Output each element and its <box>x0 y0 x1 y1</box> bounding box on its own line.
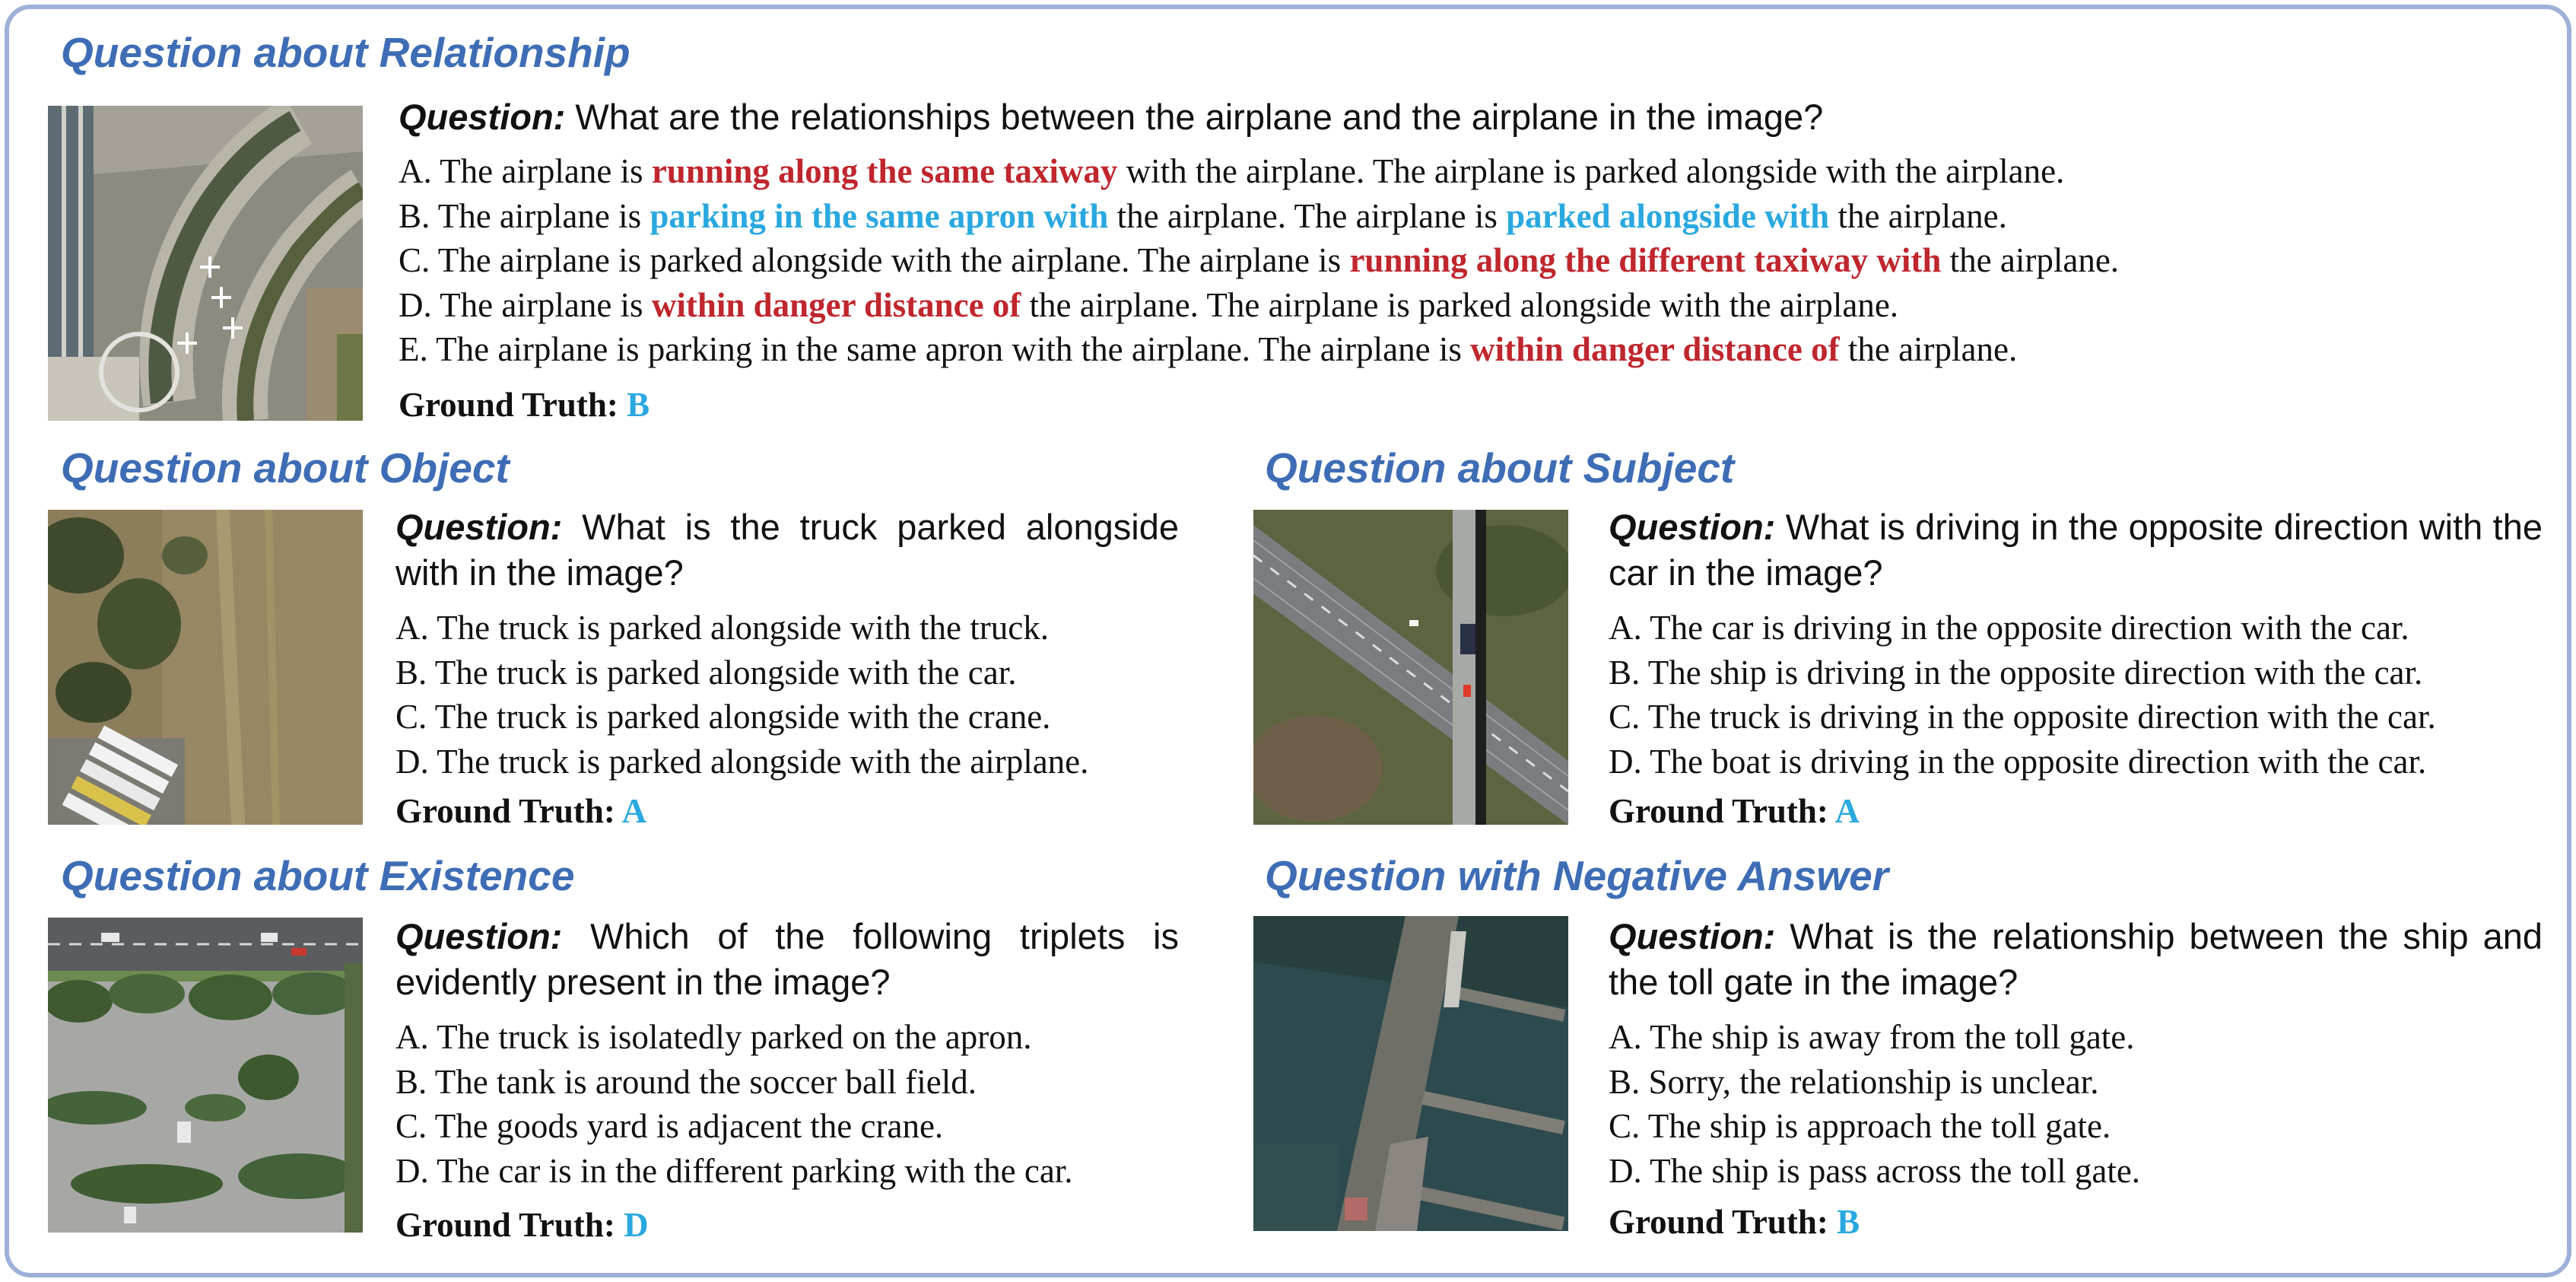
option-d-text-2: the airplane. The airplane is parked alongside with the airplane. <box>1021 285 1899 324</box>
option-e-text-1: E. The airplane is parking in the same apron with the airplane. The airplane is <box>399 330 1471 368</box>
option-b-text-3: the airplane. <box>1829 196 2007 235</box>
section-title-relationship: Question about Relationship <box>61 29 631 76</box>
option-c: C. The ship is approach the toll gate. <box>1609 1107 2111 1145</box>
option-c: C. The truck is driving in the opposite direction with the car. <box>1609 698 2436 736</box>
ground-truth-label: Ground Truth: <box>395 792 615 830</box>
ground-truth-existence <box>395 1208 649 1242</box>
option-d: D. The truck is parked alongside with the airplane. <box>395 742 1089 781</box>
question-negative <box>1609 914 2543 1005</box>
option-c: C. The goods yard is adjacent the crane. <box>395 1107 944 1145</box>
section-title-negative: Question with Negative Answer <box>1265 852 1889 899</box>
option-a: A. The truck is isolatedly parked on the apron. <box>395 1018 1032 1056</box>
option-a: A. The truck is parked alongside with the truck. <box>395 609 1049 647</box>
ground-truth-answer: A <box>621 792 647 830</box>
question-label: Question: <box>395 916 563 956</box>
aerial-image-truck-lot <box>48 510 363 825</box>
question-label: Question: <box>395 507 563 547</box>
option-b-text-1: B. The airplane is <box>399 196 650 235</box>
aerial-image-harbor <box>1253 916 1568 1231</box>
option-c-highlight: running along the different taxiway with <box>1349 241 1942 279</box>
ground-truth-answer: A <box>1834 792 1860 830</box>
option-d: D. The boat is driving in the opposite direction with the car. <box>1609 742 2427 781</box>
option-a: A. The ship is away from the toll gate. <box>1609 1018 2135 1056</box>
ground-truth-label: Ground Truth: <box>399 386 618 424</box>
question-label: Question: <box>1609 916 1776 956</box>
section-title-object: Question about Object <box>61 444 510 491</box>
option-b-highlight-1: parking in the same apron with <box>650 196 1109 235</box>
option-d: D. The ship is pass across the toll gate. <box>1609 1151 2141 1190</box>
question-text: What is driving in the opposite direction with the car in the image? <box>1609 507 2543 593</box>
option-e-text-2: the airplane. <box>1839 330 2018 368</box>
option-b-highlight-2: parked alongside with <box>1506 196 1830 235</box>
aerial-image-airport <box>48 106 363 421</box>
option-a-highlight: running along the same taxiway <box>651 152 1118 190</box>
option-b: B. The ship is driving in the opposite direction with the car. <box>1609 653 2423 692</box>
option-d: D. The car is in the different parking with the car. <box>395 1151 1073 1190</box>
option-b: B. The tank is around the soccer ball field. <box>395 1062 977 1101</box>
option-d <box>399 283 2119 328</box>
question-object <box>395 504 1179 596</box>
options-negative <box>1609 1015 2140 1193</box>
options-relationship <box>399 149 2119 372</box>
question-text: Which of the following triplets is evidently present in the image? <box>395 916 1179 1002</box>
option-a <box>399 149 2119 194</box>
question-label: Question: <box>399 97 566 137</box>
question-existence <box>395 914 1179 1005</box>
option-c-text-2: the airplane. <box>1941 241 2120 279</box>
ground-truth-object <box>395 794 646 829</box>
option-a-text-1: A. The airplane is <box>399 152 652 190</box>
option-b-text-2: the airplane. The airplane is <box>1108 196 1507 235</box>
ground-truth-relationship <box>399 388 650 422</box>
option-a: A. The car is driving in the opposite direction with the car. <box>1609 609 2409 647</box>
ground-truth-label: Ground Truth: <box>1609 792 1828 830</box>
question-subject <box>1609 504 2543 596</box>
options-existence <box>395 1015 1073 1193</box>
options-subject <box>1609 606 2436 784</box>
aerial-image-highway <box>1253 510 1568 825</box>
option-b: B. The truck is parked alongside with the car. <box>395 653 1017 692</box>
option-b: B. Sorry, the relationship is unclear. <box>1609 1062 2099 1101</box>
question-text: What are the relationships between the airplane and the airplane in the image? <box>575 97 1824 137</box>
question-text: What is the truck parked alongside with in the image? <box>395 507 1179 593</box>
option-d-highlight: within danger distance of <box>651 285 1021 324</box>
option-e <box>399 327 2119 372</box>
option-c <box>399 238 2119 283</box>
ground-truth-answer: D <box>624 1206 649 1244</box>
question-text: What is the relationship between the ship and the toll gate in the image? <box>1609 916 2543 1002</box>
options-object <box>395 606 1088 784</box>
option-e-highlight: within danger distance of <box>1470 330 1840 368</box>
ground-truth-subject <box>1609 794 1860 829</box>
ground-truth-negative <box>1609 1205 1860 1239</box>
option-b <box>399 194 2119 239</box>
ground-truth-label: Ground Truth: <box>1609 1203 1828 1241</box>
ground-truth-label: Ground Truth: <box>395 1206 615 1244</box>
question-relationship <box>399 94 1823 140</box>
section-title-existence: Question about Existence <box>61 852 575 899</box>
option-d-text-1: D. The airplane is <box>399 285 652 324</box>
ground-truth-answer: B <box>627 386 650 424</box>
section-title-subject: Question about Subject <box>1265 444 1735 491</box>
question-label: Question: <box>1609 507 1776 547</box>
option-a-text-2: with the airplane. The airplane is parked alongside with the airplane. <box>1117 152 2065 190</box>
option-c-text-1: C. The airplane is parked alongside with the airplane. The airplane is <box>399 241 1350 279</box>
aerial-image-parking-lot <box>48 918 363 1233</box>
option-c: C. The truck is parked alongside with the crane. <box>395 698 1051 736</box>
ground-truth-answer: B <box>1837 1203 1860 1241</box>
